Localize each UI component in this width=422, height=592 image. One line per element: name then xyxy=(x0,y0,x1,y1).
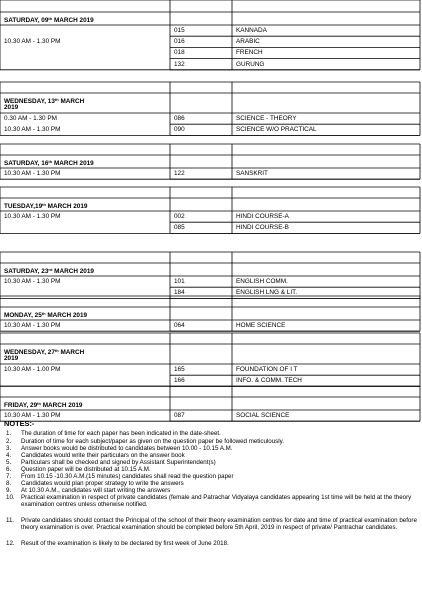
note-number: 11. xyxy=(6,517,15,524)
subject-code: 064 xyxy=(174,322,185,329)
day-text: MONDAY, 25 xyxy=(4,312,42,319)
note-text: From 10.15 -10.30 A.M.(15 minutes) candidates shall read the question paper xyxy=(21,473,234,480)
subject-name: FOUNDATION OF I T xyxy=(236,366,298,373)
note-number: 2. xyxy=(6,438,12,445)
day-text: WEDNESDAY, 13 xyxy=(4,98,55,105)
month-text: MARCH 2019 xyxy=(52,160,94,167)
month-text: MARCH 2019 xyxy=(52,268,94,275)
note-text: Duration of time for each subject/paper as given on the question paper be followed meticulously. xyxy=(21,438,285,445)
exam-day-heading xyxy=(4,266,94,275)
note-number: 6. xyxy=(6,466,12,473)
note-text: Private candidates should contact the Principal of the school of their theory examination centres for date and time of practical examination before theory examination is over. Practical examination should be completed before 5th April, 2019 in respect of private/ Pantrachar candidates. xyxy=(21,517,417,531)
subject-code: 090 xyxy=(174,126,185,134)
note-text: Particulars shall be checked and signed by Assistant Superintendent(s) xyxy=(21,459,216,466)
month-text: MARCH 2019 xyxy=(52,17,94,24)
month-text: MARCH 2019 xyxy=(40,402,83,409)
day-suffix: th xyxy=(48,16,53,21)
subject-code: 166 xyxy=(174,377,185,385)
exam-time: 0.30 AM - 1.30 PM xyxy=(4,115,57,122)
subject-name: HINDI COURSE-B xyxy=(236,224,289,232)
note-text: Candidates would plan proper strategy to write the answers xyxy=(21,480,184,487)
exam-year: 2019 xyxy=(4,104,19,111)
exam-day-heading xyxy=(4,310,87,319)
subject-name: SANSKRIT xyxy=(236,170,268,177)
subject-name: GURUNG xyxy=(236,60,265,68)
subject-code: 122 xyxy=(174,170,185,177)
notes-heading: NOTES:- xyxy=(4,419,35,428)
note-number: 5. xyxy=(6,459,12,466)
subject-code: 086 xyxy=(174,115,185,122)
subject-code: 087 xyxy=(174,412,185,419)
note-text: Question paper will be distributed at 10.15 A.M. xyxy=(21,466,151,473)
exam-time: 10.30 AM - 1.00 PM xyxy=(4,366,61,373)
note-text: Candidates would write their particulars on the answer book xyxy=(21,452,185,459)
exam-time: 10.30 AM - 1.30 PM xyxy=(4,278,61,285)
note-number: 12. xyxy=(6,540,15,547)
subject-name: ENGLISH COMM. xyxy=(236,278,288,285)
note-number: 3. xyxy=(6,445,12,452)
exam-time: 10.30 AM - 1.30 PM xyxy=(4,126,61,134)
day-suffix: th xyxy=(42,202,46,207)
day-suffix: th xyxy=(41,311,46,316)
month-text: MARCH xyxy=(58,349,85,356)
subject-code: 015 xyxy=(174,27,185,34)
note-number: 10. xyxy=(6,494,15,501)
day-text: SATURDAY, 23 xyxy=(4,268,49,275)
subject-name: HOME SCIENCE xyxy=(236,322,286,329)
exam-day-heading xyxy=(4,201,87,210)
note-number: 9. xyxy=(6,487,12,494)
day-text: SATURDAY, 16 xyxy=(4,160,49,167)
subject-name: SCIENCE W/O PRACTICAL xyxy=(236,126,317,134)
exam-day-heading xyxy=(4,158,94,167)
subject-code: 132 xyxy=(174,60,185,68)
exam-time: 10.30 AM - 1.30 PM xyxy=(4,213,61,220)
note-text: The duration of time for each paper has been indicated in the date-sheet. xyxy=(21,430,221,437)
subject-name: INFO. & COMM. TECH xyxy=(236,377,302,385)
note-number: 4. xyxy=(6,452,12,459)
subject-code: 165 xyxy=(174,366,185,373)
subject-name: ARABIC xyxy=(236,38,260,46)
exam-time: 10.30 AM - 1.30 PM xyxy=(4,322,61,329)
subject-name: ENGLISH LNG & LIT. xyxy=(236,289,298,297)
note-number: 7. xyxy=(6,473,12,480)
day-text: WEDNESDAY, 27 xyxy=(4,349,55,356)
day-text: TUESDAY,19 xyxy=(4,203,43,210)
note-number: 1. xyxy=(6,430,12,437)
note-text: Result of the examination is likely to be declared by first week of June 2018. xyxy=(21,540,229,547)
subject-code: 085 xyxy=(174,224,185,232)
day-suffix: th xyxy=(37,401,41,406)
subject-name: HINDI COURSE-A xyxy=(236,213,289,220)
month-text: MARCH 2019 xyxy=(45,312,88,319)
exam-time: 10.30 AM - 1.30 PM xyxy=(4,412,61,419)
subject-name: KANNADA xyxy=(236,27,267,34)
day-text: FRIDAY, 29 xyxy=(4,402,38,409)
day-suffix: th xyxy=(48,159,53,164)
subject-code: 018 xyxy=(174,49,185,57)
note-text: Answer books would be distributed to candidates between 10.00 - 10.15 A.M. xyxy=(21,445,233,452)
month-text: MARCH xyxy=(58,98,85,105)
exam-day-heading xyxy=(4,400,83,409)
day-suffix: rd xyxy=(48,267,53,272)
day-suffix: th xyxy=(54,97,59,102)
note-number: 8. xyxy=(6,480,12,487)
subject-code: 184 xyxy=(174,289,185,297)
subject-code: 016 xyxy=(174,38,185,46)
subject-code: 101 xyxy=(174,278,185,285)
month-text: MARCH 2019 xyxy=(45,203,88,210)
note-text: Practical examination in respect of private candidates (female and Patrachar Vidyalaya candidates appearing 1st time will be held at the theory examination centres unless otherwise notified. xyxy=(21,494,412,508)
note-text: At 10.30 A.M., candidates will start writing the answers xyxy=(21,487,171,494)
exam-time: 10.30 AM - 1.30 PM xyxy=(4,38,61,46)
subject-name: SOCIAL SCIENCE xyxy=(236,412,290,419)
subject-name: FRENCH xyxy=(236,49,263,57)
exam-time: 10.30 AM - 1.30 PM xyxy=(4,170,61,177)
day-suffix: th xyxy=(54,348,59,353)
subject-code: 002 xyxy=(174,213,185,220)
subject-name: SCIENCE - THEORY xyxy=(236,115,297,122)
exam-day-heading xyxy=(4,15,94,24)
day-text: SATURDAY, 09 xyxy=(4,17,49,24)
exam-year: 2019 xyxy=(4,355,19,362)
